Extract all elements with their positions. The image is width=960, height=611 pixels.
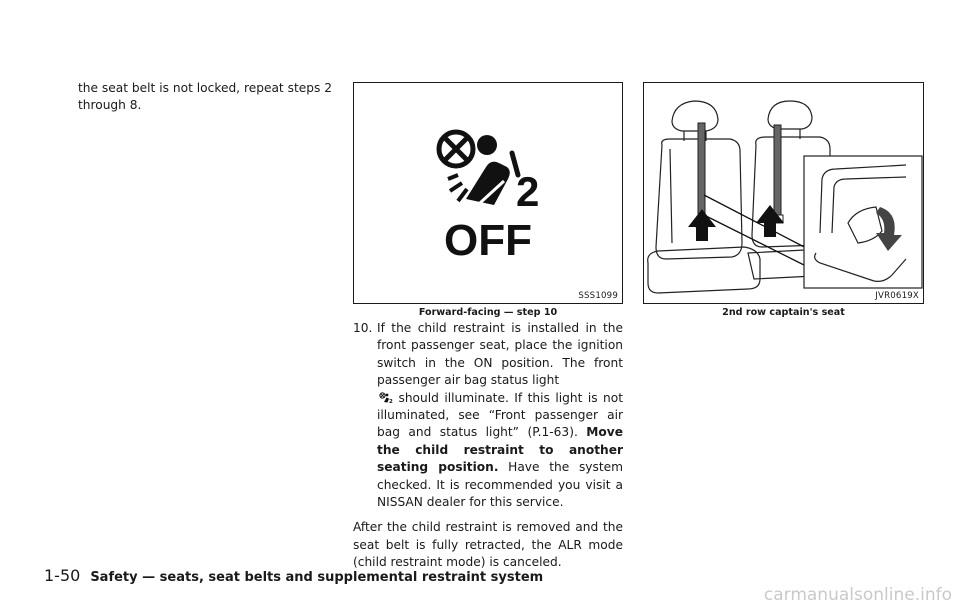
step-bold-instruction: Move the child restraint to another seating position.: [377, 425, 623, 475]
left-column: [78, 80, 332, 115]
figure-captain-seat: [643, 82, 924, 304]
section-title: Safety — seats, seat belts and supplemental restraint system: [90, 570, 544, 585]
step-10-text: [377, 320, 623, 511]
captain-seat-diagram-icon: [644, 83, 923, 303]
airbag-icon-digit: 2: [516, 168, 540, 215]
watermark: carmanualsonline.info: [763, 585, 952, 605]
airbag-status-light-icon: [379, 392, 393, 404]
step-10: [353, 320, 623, 511]
page-footer: [44, 566, 543, 585]
svg-text:2: 2: [389, 398, 393, 404]
figure-code: SSS1099: [578, 291, 618, 301]
step-text-part3: Have the system checked. It is recommended you visit a NISSAN dealer for this service.: [377, 460, 624, 510]
figure-code: JVR0619X: [875, 291, 919, 301]
figure-caption: 2nd row captain's seat: [722, 307, 845, 318]
off-label: OFF: [444, 216, 532, 265]
middle-column: [353, 320, 623, 572]
figure-caption: Forward-facing — step 10: [418, 307, 558, 318]
figure-airbag-off: [353, 82, 623, 304]
after-paragraph: After the child restraint is removed and the seat belt is fully retracted, the ALR mode (child restraint mode) is canceled.: [353, 520, 623, 570]
step-text-part1: If the child restraint is installed in the front passenger seat, place the ignition switch in the ON position. The front passenger air bag status light: [377, 321, 623, 388]
step-text-part2: should illuminate. If this light is not illuminated, see “Front passenger air bag and status light” (P.1-63).: [377, 390, 624, 440]
continuation-text: the seat belt is not locked, repeat steps 2 through 8.: [78, 81, 332, 113]
step-number: 10.: [353, 321, 373, 335]
airbag-off-indicator-icon: [354, 83, 622, 303]
page-number: 1-50: [44, 566, 81, 585]
